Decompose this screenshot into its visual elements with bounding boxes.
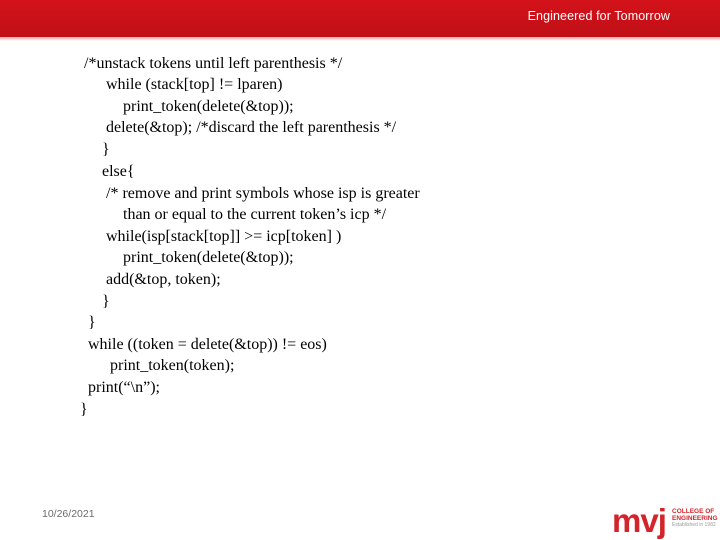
code-line: add(&top, token); <box>106 271 221 288</box>
code-line: } <box>102 141 110 158</box>
code-line: delete(&top); /*discard the left parenthesis */ <box>106 119 397 136</box>
header-tagline: Engineered for Tomorrow <box>527 9 670 23</box>
code-line: } <box>102 293 110 310</box>
code-line: print_token(delete(&top)); <box>123 249 294 266</box>
code-line: while ((token = delete(&top)) != eos) <box>88 336 327 353</box>
banner-divider <box>0 37 720 41</box>
code-line: print(“\n”); <box>88 379 160 396</box>
code-line: else{ <box>102 163 135 180</box>
code-line: while (stack[top] != lparen) <box>106 76 283 93</box>
header-banner <box>0 0 720 37</box>
slide-date: 10/26/2021 <box>42 508 95 520</box>
code-line: print_token(delete(&top)); <box>123 98 294 115</box>
logo-line-2: ENGINEERING <box>672 515 718 522</box>
code-line: } <box>80 401 88 418</box>
logo-text <box>672 508 720 529</box>
code-line: print_token(token); <box>110 357 235 374</box>
logo-line-1: COLLEGE OF <box>672 508 715 515</box>
logo-line-3: Established in 1982 <box>672 522 716 528</box>
code-line: /* remove and print symbols whose isp is greater <box>106 185 420 202</box>
college-logo <box>612 503 720 539</box>
code-line: } <box>88 314 96 331</box>
code-line: /*unstack tokens until left parenthesis */ <box>84 55 343 72</box>
code-line: than or equal to the current token’s icp */ <box>123 206 387 223</box>
code-line: while(isp[stack[top]] >= icp[token] ) <box>106 228 342 245</box>
logo-mark: mvj <box>612 502 666 539</box>
